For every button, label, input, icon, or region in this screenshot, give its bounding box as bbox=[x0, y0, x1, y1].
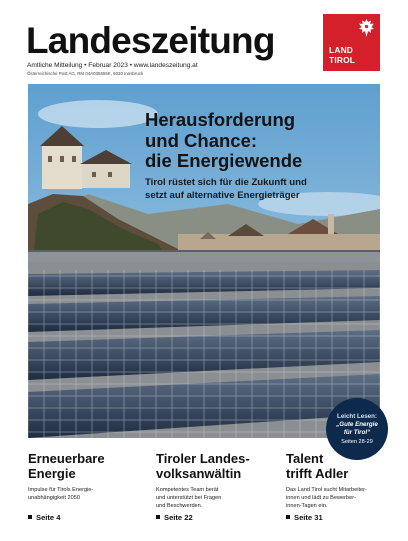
teaser-title bbox=[28, 452, 138, 481]
teaser-text-line: innen und lädt zu Bewerber- bbox=[286, 495, 356, 502]
teaser-page-label: Seite 22 bbox=[164, 513, 193, 522]
teaser-page-ref bbox=[286, 513, 323, 522]
teaser-text bbox=[156, 486, 268, 510]
teaser-page-label: Seite 31 bbox=[294, 513, 323, 522]
teaser-ombudswoman bbox=[156, 451, 268, 522]
cover-deck bbox=[145, 177, 375, 203]
bullet-square-icon bbox=[286, 515, 290, 519]
headline-line: und Chance: bbox=[145, 129, 258, 151]
badge-line: für Tirol“ bbox=[343, 429, 371, 436]
teaser-text bbox=[28, 486, 138, 502]
badge-line: „Gute Energie bbox=[336, 421, 378, 428]
masthead-subtitle: Amtliche Mitteilung • Februar 2023 • www.landeszeitung.at bbox=[27, 62, 198, 69]
bullet-square-icon bbox=[28, 515, 32, 519]
teaser-text bbox=[286, 486, 386, 510]
teaser-text-line: Kompetentes Team berät bbox=[156, 487, 219, 494]
teaser-text-line: Impulse für Tirols Energie- bbox=[28, 487, 94, 494]
land-tirol-logo bbox=[323, 14, 380, 71]
bullet-square-icon bbox=[156, 515, 160, 519]
teaser-text-line: innen-Tagen ein. bbox=[286, 503, 328, 510]
teaser-title bbox=[286, 452, 386, 481]
postal-info: Österreichische Post AG, RM 04A035555K, 6020 Innsbruck bbox=[27, 71, 144, 76]
teaser-text-line: unabhängigkeit 2050 bbox=[28, 495, 80, 502]
teaser-talent bbox=[286, 451, 386, 522]
teaser-title-line: Erneuerbare bbox=[28, 451, 105, 466]
teaser-page-label: Seite 4 bbox=[36, 513, 61, 522]
headline-line: Herausforderung bbox=[145, 109, 296, 130]
teaser-text-line: und Beschwerden. bbox=[156, 503, 203, 510]
teaser-title-line: Talent bbox=[286, 451, 324, 466]
masthead-title: Landeszeitung bbox=[26, 20, 275, 61]
teaser-title-line: Tiroler Landes- bbox=[156, 451, 250, 466]
teaser-title-line: Energie bbox=[28, 465, 76, 481]
teaser-title-line: volksanwältin bbox=[156, 465, 242, 481]
badge-line: Leicht Lesen: bbox=[337, 413, 377, 420]
logo-line-tirol: TIROL bbox=[329, 55, 356, 65]
tyrolean-eagle-icon bbox=[358, 18, 375, 38]
logo-line-land: LAND bbox=[329, 45, 354, 55]
teaser-text-line: Das Land Tirol sucht Mitarbeiter- bbox=[286, 487, 367, 494]
teaser-text-line: und unterstützt bei Fragen bbox=[156, 495, 222, 502]
deck-line: Tirol rüstet sich für die Zukunft und bbox=[145, 177, 307, 188]
teaser-page-ref bbox=[156, 513, 193, 522]
badge-pages: Seiten 28-29 bbox=[341, 439, 373, 445]
deck-line: setzt auf alternative Energieträger bbox=[145, 189, 300, 201]
teaser-title-line: trifft Adler bbox=[286, 465, 349, 481]
headline-line: die Energiewende bbox=[145, 150, 303, 172]
easy-read-badge bbox=[326, 398, 388, 460]
cover-headline bbox=[145, 110, 375, 172]
teaser-title bbox=[156, 452, 268, 481]
teaser-page-ref bbox=[28, 513, 60, 522]
teaser-renewable-energy bbox=[28, 451, 138, 522]
